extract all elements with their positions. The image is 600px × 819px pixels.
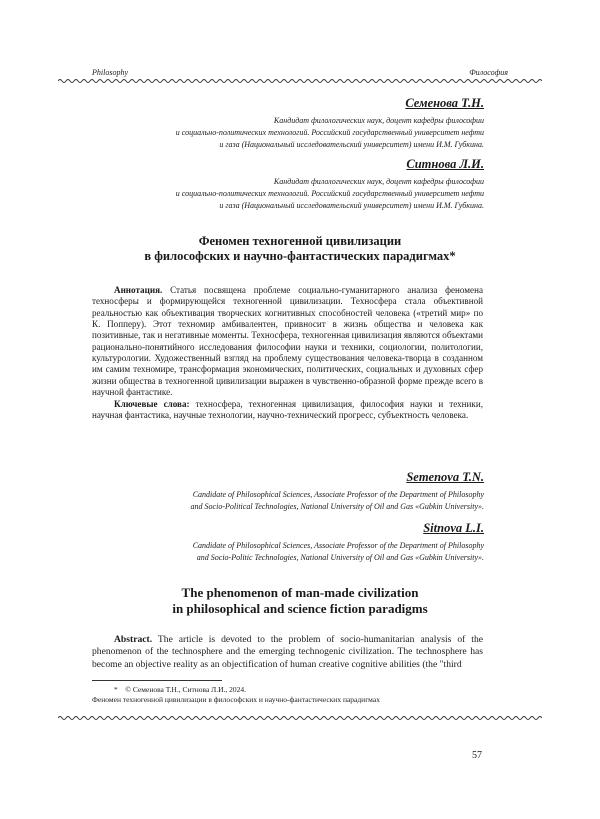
en-author-1-affiliation	[191, 489, 484, 513]
en-title-line-2: in philosophical and science fiction paradigms	[92, 601, 508, 617]
page-number: 57	[472, 750, 482, 761]
en-abstract-label: Abstract.	[114, 634, 152, 645]
affil-line: Candidate of Philosophical Sciences, Associate Professor of the Department of Philosophy	[193, 540, 484, 552]
affil-line: Candidate of Philosophical Sciences, Associate Professor of the Department of Philosophy	[191, 489, 484, 501]
affil-line: и социально-политических технологий. Российский государственный университет нефти	[176, 127, 484, 139]
affil-line: and Socio-Political Technologies, National University of Oil and Gas «Gubkin University».	[191, 501, 484, 513]
footnote-citation: Феномен техногенной цивилизации в философских и научно-фантастических парадигмах	[92, 695, 512, 705]
footnote	[92, 685, 512, 705]
footnote-copyright: * © Семенова Т.Н., Ситнова Л.И., 2024.	[92, 685, 512, 695]
affil-line: и газа (Национальный исследовательский университет) имени И.М. Губкина.	[176, 200, 484, 212]
ru-author-1-affiliation	[176, 115, 484, 151]
journal-page	[0, 0, 600, 819]
header-section-ru: Философия	[469, 68, 508, 77]
en-abstract-text: The article is devoted to the problem of socio-humanitarian analysis of the phenomenon of the technosphere and the emerging technogenic civilization. The technosphere has become an objective reality as an objectification of human creative cognitive abilities (the "third	[92, 634, 483, 670]
affil-line: and Socio-Politic Technologies, National University of Oil and Gas «Gubkin University».	[193, 552, 484, 564]
ru-title-line-1: Феномен техногенной цивилизации	[92, 234, 508, 249]
en-title-line-1: The phenomenon of man-made civilization	[92, 585, 508, 601]
en-author-1	[191, 470, 484, 513]
ru-author-2	[176, 157, 484, 212]
ru-abstract	[92, 285, 483, 398]
en-abstract	[92, 634, 483, 671]
footer-wavy-rule	[58, 715, 542, 721]
ru-title-line-2: в философских и научно-фантастических парадигмах*	[92, 249, 508, 264]
header-wavy-rule	[58, 78, 542, 84]
ru-keywords-label: Ключевые слова:	[114, 399, 190, 409]
footnote-rule	[92, 680, 222, 681]
en-author-2	[193, 521, 484, 564]
ru-keywords-text: техносфера, техногенная цивилизация, философия науки и техники, научная фантастика, научные технологии, научно-технический прогресс, субъектность человека.	[92, 399, 483, 420]
ru-author-2-name: Ситнова Л.И.	[176, 157, 484, 172]
ru-abstract-text: Статья посвящена проблеме социально-гуманитарного анализа феномена техносферы и формирующейся техногенной цивилизации. Техносфера стала объективной реальностью как объективация творческих когнитивных способностей человека («третий мир» по К. Попперу). Этот техномир амбивалентен, привносит в жизнь общества и человека как позитивные, так и негативные моменты. Техносфера, техногенная цивилизация являются объектами рационально-понятийного исследования философии науки и техники, социологии, политологии, культурологии. Художественный взгляд на проблему существования человека-творца в созданном им самим техномире, трансформация экономических, политических, социальных и духовных сфер жизни общества в техногенной цивилизации выражен в чувственно-образной форме прежде всего в научной фантастике.	[92, 285, 483, 397]
affil-line: Кандидат филологических наук, доцент кафедры философии	[176, 176, 484, 188]
affil-line: и социально-политических технологий. Российский государственный университет нефти	[176, 188, 484, 200]
ru-author-1	[176, 96, 484, 151]
en-author-1-name: Semenova T.N.	[191, 470, 484, 485]
en-author-2-affiliation	[193, 540, 484, 564]
ru-author-2-affiliation	[176, 176, 484, 212]
running-header	[92, 68, 508, 77]
ru-abstract-label: Аннотация.	[114, 285, 162, 295]
ru-article-title	[92, 234, 508, 264]
en-author-2-name: Sitnova L.I.	[193, 521, 484, 536]
affil-line: и газа (Национальный исследовательский университет) имени И.М. Губкина.	[176, 139, 484, 151]
header-section-en: Philosophy	[92, 68, 128, 77]
affil-line: Кандидат филологических наук, доцент кафедры философии	[176, 115, 484, 127]
ru-author-1-name: Семенова Т.Н.	[176, 96, 484, 111]
ru-keywords	[92, 399, 483, 422]
en-article-title	[92, 585, 508, 617]
